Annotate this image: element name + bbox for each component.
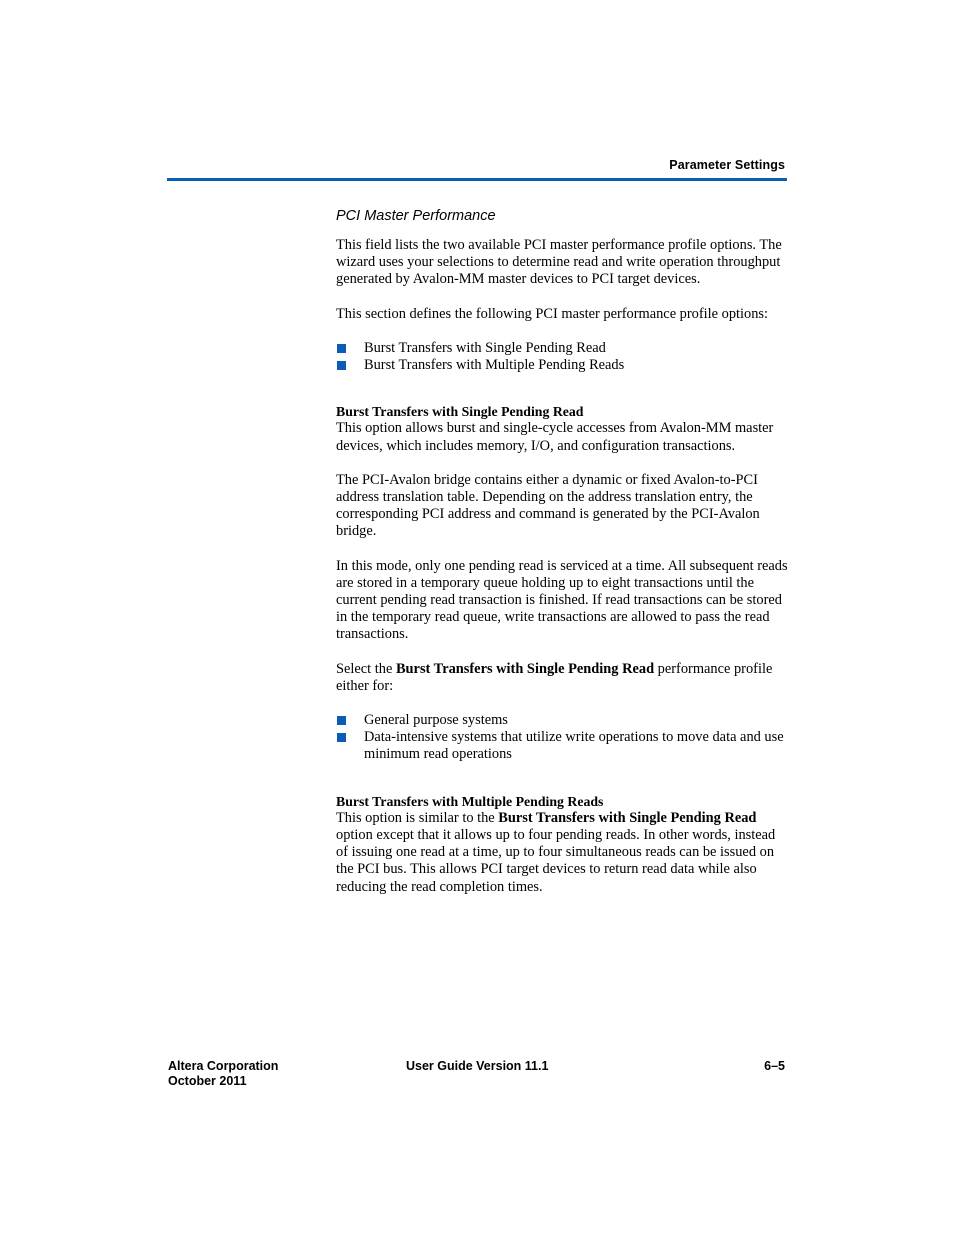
use-label: General purpose systems	[364, 712, 508, 729]
bullet-square-icon	[337, 361, 346, 370]
select-suffix: performance profile either for:	[336, 660, 773, 694]
page-body	[336, 205, 788, 913]
single-paragraph-1: This option allows burst and single-cycle accesses from Avalon-MM master devices, which includes memory, I/O, and configuration transactions.	[336, 420, 774, 454]
bullet-square-icon	[337, 344, 346, 353]
multiple-pending-heading: Burst Transfers with Multiple Pending Reads	[336, 793, 604, 809]
footer-date: October 2011	[168, 1074, 247, 1088]
defines-paragraph: This section defines the following PCI master performance profile options:	[336, 305, 769, 322]
single-paragraph-2: The PCI-Avalon bridge contains either a dynamic or fixed Avalon-to-PCI address translation table. Depending on the address translation entry, the corresponding PCI address and command is generated by the PCI-Avalon bridge.	[336, 471, 760, 540]
bullet-square-icon	[337, 716, 346, 725]
list-item	[336, 729, 788, 763]
single-paragraph-3: In this mode, only one pending read is serviced at a time. All subsequent reads are stored in a temporary queue holding up to eight transactions until the current pending read transaction is finished. If read transactions can be stored in the temporary read queue, write transactions are allowed to pass the read transactions.	[336, 557, 788, 643]
use-label: Data-intensive systems that utilize write operations to move data and use minimum read operations	[364, 729, 784, 763]
header-rule	[167, 178, 787, 181]
footer-page-number: 6–5	[764, 1059, 785, 1073]
bullet-square-icon	[337, 733, 346, 742]
footer-left	[168, 1059, 278, 1089]
select-prefix: Select the	[336, 660, 396, 677]
footer-guide-version: User Guide Version 11.1	[406, 1059, 549, 1073]
list-item	[336, 340, 788, 357]
select-bold-term: Burst Transfers with Single Pending Read	[395, 660, 655, 677]
options-list	[336, 340, 788, 374]
section-title: PCI Master Performance	[336, 208, 496, 224]
option-label: Burst Transfers with Multiple Pending Reads	[364, 357, 625, 374]
list-item	[336, 357, 788, 374]
list-item	[336, 712, 788, 729]
single-pending-heading: Burst Transfers with Single Pending Read	[336, 404, 584, 420]
running-header: Parameter Settings	[669, 158, 785, 172]
multiple-paragraph	[336, 810, 788, 896]
multiple-prefix: This option is similar to the	[336, 809, 499, 826]
option-label: Burst Transfers with Single Pending Read	[364, 339, 606, 356]
multiple-suffix: option except that it allows up to four pending reads. In other words, instead of issuing one read at a time, up to four simultaneous reads can be issued on the PCI bus. This allows PCI target devices to return read data while also reducing the read completion times.	[336, 827, 776, 895]
multiple-bold-term: Burst Transfers with Single Pending Read	[498, 809, 757, 826]
uses-list	[336, 712, 788, 764]
intro-paragraph: This field lists the two available PCI master performance profile options. The wizard uses your selections to determine read and write operation throughput generated by Avalon-MM master devices to PCI target devices.	[336, 237, 782, 288]
select-paragraph	[336, 661, 788, 695]
footer-company: Altera Corporation	[168, 1059, 279, 1073]
